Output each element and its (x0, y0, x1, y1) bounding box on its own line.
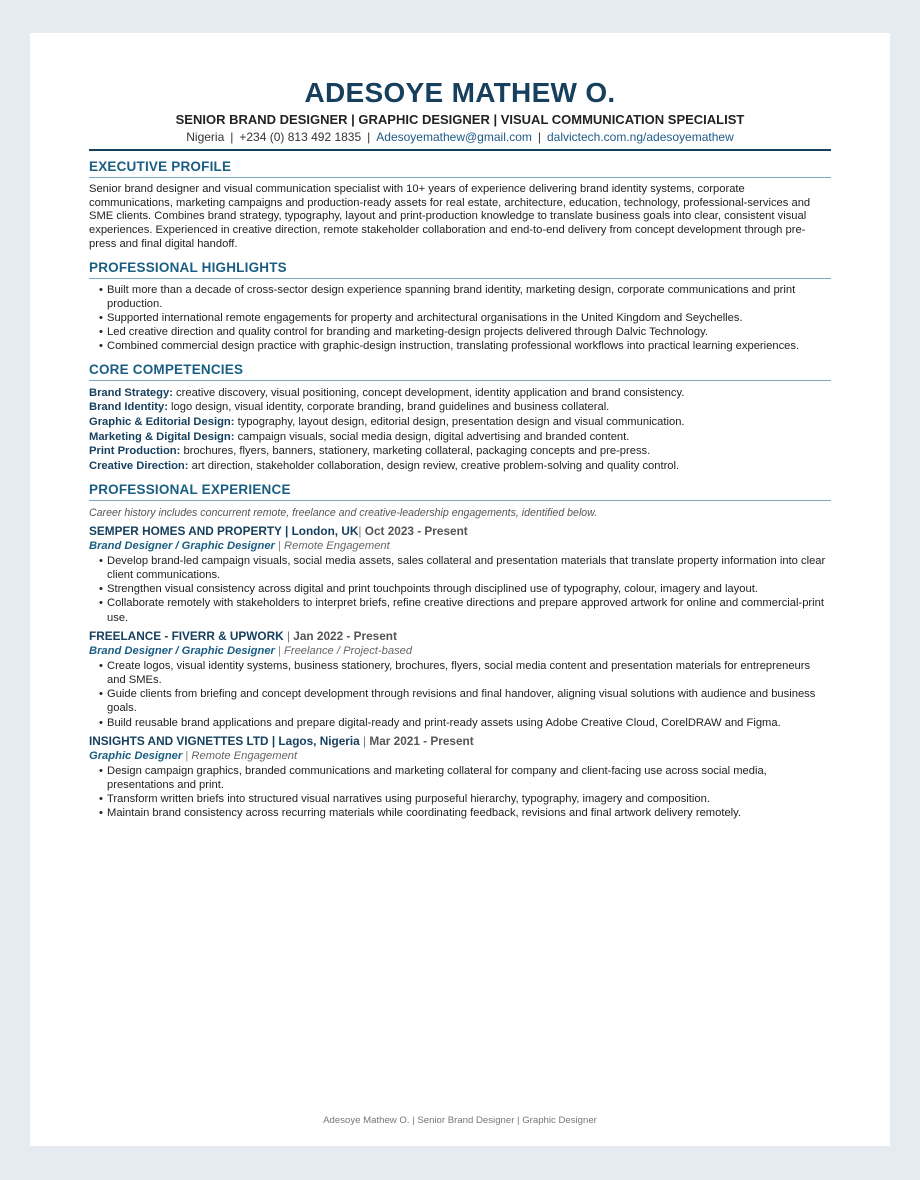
job-role-line: Brand Designer / Graphic Designer | Freelance / Project-based (89, 644, 413, 657)
job-bullets (89, 764, 831, 821)
contact-email-link[interactable]: Adesoyemathew@gmail.com (376, 130, 532, 144)
job-company: SEMPER HOMES AND PROPERTY | London, UK (89, 523, 359, 538)
section-title-competencies: CORE COMPETENCIES (89, 361, 831, 381)
job-engagement: Freelance / Project-based (284, 644, 413, 657)
list-item: • Collaborate remotely with stakeholders to interpret briefs, refine creative directions and prepare approved artwork for online and commercial-print use. (99, 597, 824, 624)
experience-note: Career history includes concurrent remote, freelance and creative-leadership engagements, identified below. (89, 506, 598, 519)
candidate-name: ADESOYE MATHEW O. (304, 77, 616, 108)
contact-separator: | (230, 130, 234, 144)
competency-item: Graphic & Editorial Design: typography, layout design, editorial design, presentation design and visual communication. (89, 415, 685, 428)
candidate-tagline: SENIOR BRAND DESIGNER | GRAPHIC DESIGNER | VISUAL COMMUNICATION SPECIALIST (175, 112, 745, 127)
job-role-line: Brand Designer / Graphic Designer | Remote Engagement (89, 539, 390, 552)
job-company: INSIGHTS AND VIGNETTES LTD | Lagos, Nigeria (89, 733, 360, 748)
list-item: • Transform written briefs into structured visual narratives using purposeful hierarchy, typography, imagery and composition. (99, 793, 710, 806)
list-item: • Strengthen visual consistency across digital and print touchpoints through disciplined use of typography, colour, imagery and layout. (99, 583, 758, 596)
contact-separator: | (367, 130, 371, 144)
job-bullets (89, 659, 831, 730)
job-role: Brand Designer / Graphic Designer (89, 539, 275, 552)
job-role-line: Graphic Designer | Remote Engagement (89, 749, 298, 762)
job-entry (89, 629, 831, 730)
list-item: • Supported international remote engagements for property and architectural organisations in the United Kingdom and Seychelles. (99, 311, 743, 324)
competency-item: Creative Direction: art direction, stakeholder collaboration, design review, creative problem-solving and quality control. (89, 460, 680, 473)
job-engagement: Remote Engagement (284, 539, 390, 552)
list-item: • Design campaign graphics, branded communications and marketing collateral for company and client-facing use across social media, presentations and print. (99, 764, 767, 791)
contact-line (89, 129, 831, 145)
list-item: • Combined commercial design practice with graphic-design instruction, translating professional workflows into practical learning experiences. (99, 340, 800, 353)
section-title-experience: PROFESSIONAL EXPERIENCE (89, 481, 831, 501)
section-title-profile: EXECUTIVE PROFILE (89, 158, 831, 178)
competency-item: Brand Identity: logo design, visual identity, corporate branding, brand guidelines and business collateral. (89, 401, 610, 414)
list-item: • Develop brand-led campaign visuals, social media assets, sales collateral and presentation materials that translate property information into clear client communications. (99, 554, 826, 581)
competency-item: Marketing & Digital Design: campaign visuals, social media design, digital advertising and branded content. (89, 430, 630, 443)
list-item: • Maintain brand consistency across recurring materials while coordinating feedback, revisions and final artwork delivery remotely. (99, 807, 742, 820)
job-header: INSIGHTS AND VIGNETTES LTD | Lagos, Nigeria | Mar 2021 - Present (89, 733, 474, 748)
contact-phone: +234 (0) 813 492 1835 (239, 130, 362, 144)
job-role: Brand Designer / Graphic Designer (89, 644, 275, 657)
list-item: • Built more than a decade of cross-sector design experience spanning brand identity, marketing design, corporate communications and print production. (99, 283, 796, 310)
header-divider (89, 149, 831, 151)
job-company: FREELANCE - FIVERR & UPWORK (89, 628, 284, 643)
list-item: • Create logos, visual identity systems, business stationery, brochures, flyers, social media content and presentation materials for entrepreneurs and SMEs. (99, 659, 811, 686)
list-item: • Guide clients from briefing and concept development through revisions and final handover, aligning visual solutions with audience and business goals. (99, 688, 816, 715)
competencies-list (89, 386, 831, 474)
section-title-highlights: PROFESSIONAL HIGHLIGHTS (89, 259, 831, 279)
job-bullets (89, 554, 831, 625)
job-engagement: Remote Engagement (191, 749, 298, 762)
list-item: • Led creative direction and quality control for branding and marketing-design projects delivered through Dalvic Technology. (99, 326, 708, 339)
job-entry (89, 524, 831, 625)
contact-location: Nigeria (186, 130, 225, 144)
job-entry (89, 734, 831, 821)
job-dates: Oct 2023 - Present (364, 523, 468, 538)
list-item: • Build reusable brand applications and prepare digital-ready and print-ready assets using Adobe Creative Cloud, CorelDRAW and Figma. (99, 716, 781, 729)
job-role: Graphic Designer (89, 749, 183, 762)
profile-summary: Senior brand designer and visual communication specialist with 10+ years of experience delivering brand identity systems, corporate communications, marketing campaigns and production-ready assets for real estate, architecture, education, technology, professional-services and SME clients. Combines brand strategy, typography, layout and print-production knowledge to translate business goals into clear, consistent visual experiences. Experienced in creative direction, remote stakeholder collaboration and end-to-end delivery from concept development through pre-press and final digital handoff. (89, 183, 811, 250)
contact-separator: | (537, 130, 541, 144)
contact-website-link[interactable]: dalvictech.com.ng/adesoyemathew (546, 130, 734, 144)
resume-page (30, 33, 890, 1146)
job-header: SEMPER HOMES AND PROPERTY | London, UK| Oct 2023 - Present (89, 523, 468, 538)
competency-item: Brand Strategy: creative discovery, visual positioning, concept development, identity application and brand consistency. (89, 386, 685, 399)
page-footer: Adesoye Mathew O. | Senior Brand Designer | Graphic Designer (323, 1115, 597, 1126)
competency-item: Print Production: brochures, flyers, banners, stationery, marketing collateral, packaging concepts and pre-press. (89, 445, 651, 458)
job-header: FREELANCE - FIVERR & UPWORK | Jan 2022 - Present (89, 628, 397, 643)
highlights-list (89, 283, 831, 354)
job-dates: Jan 2022 - Present (293, 628, 397, 643)
job-dates: Mar 2021 - Present (369, 733, 474, 748)
